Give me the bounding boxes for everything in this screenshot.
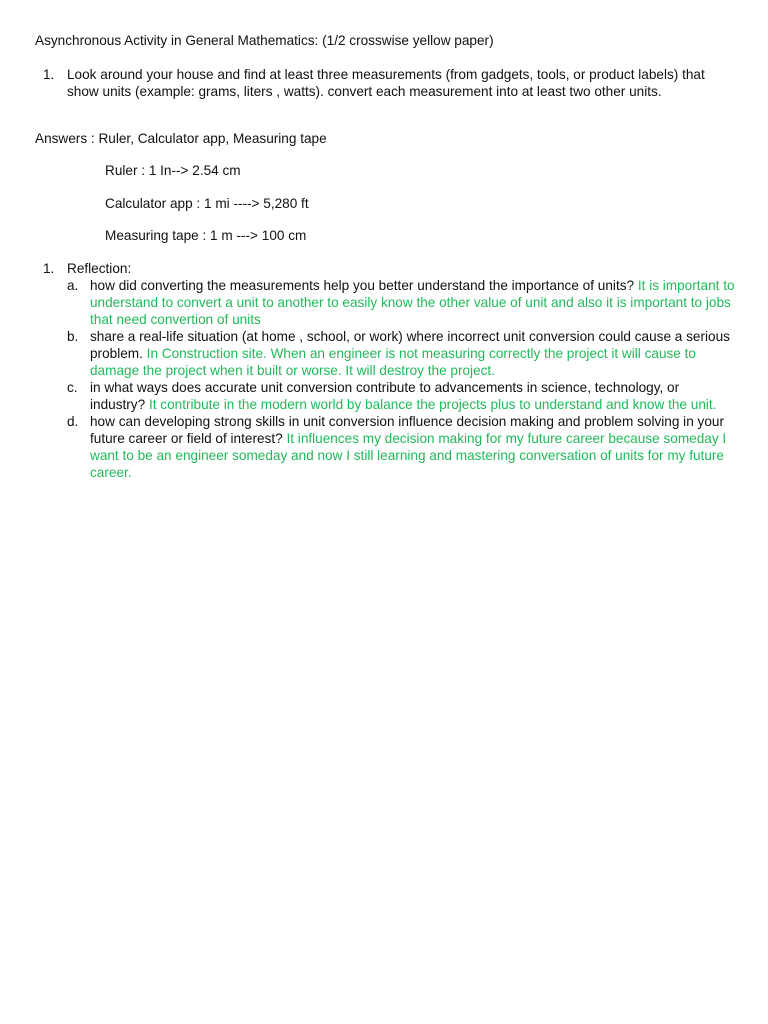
reflection-question: in what ways does accurate unit conversion contribute to advancements in science, technology, or industry? [90,380,680,412]
conversion-ruler: Ruler : 1 In--> 2.54 cm [105,163,241,178]
reflection-question: how can developing strong skills in unit conversion influence decision making and problem solving in your future career or field of interest? [90,414,724,446]
item-letter: a. [67,278,79,293]
item-letter: d. [67,414,79,429]
reflection-answer: It contribute in the modern world by balance the projects plus to understand and know the unit. [148,397,717,412]
item-letter: b. [67,329,79,344]
reflection-question: how did converting the measurements help you better understand the importance of units? [90,278,635,293]
conversion-measuring-tape: Measuring tape : 1 m ---> 100 cm [105,228,307,243]
answers-line: Answers : Ruler, Calculator app, Measuring tape [35,131,327,146]
reflection-item-b [67,328,735,379]
reflection-answer: It influences my decision making for my future career because someday I want to be an engineer someday and now I still learning and mastering conversation of units for my future career. [90,431,727,480]
question-1-number: 1. [43,67,55,82]
reflection-item-d [67,413,735,481]
reflection-heading: Reflection: [67,261,132,276]
reflection-item-c [67,379,735,413]
question-1-text: Look around your house and find at least three measurements (from gadgets, tools, or product labels) that show units (example: grams, liters , watts). convert each measurement into at least two other units. [67,67,705,99]
item-letter: c. [67,380,78,395]
reflection-answer: It is important to understand to convert a unit to another to easily know the other value of unit and also it is important to jobs that need convertion of units [90,278,735,327]
question-1 [35,66,735,100]
reflection-number: 1. [43,261,55,276]
reflection-section [35,260,735,481]
conversion-calculator-app: Calculator app : 1 mi ----> 5,280 ft [105,196,309,211]
reflection-item-a [67,277,735,328]
reflection-answer: In Construction site. When an engineer is not measuring correctly the project it will cause to damage the project when it built or worse. It will destroy the project. [90,346,696,378]
reflection-question: share a real-life situation (at home , school, or work) where incorrect unit conversion could cause a serious problem. [90,329,730,361]
document-title: Asynchronous Activity in General Mathematics: (1/2 crosswise yellow paper) [35,33,494,48]
